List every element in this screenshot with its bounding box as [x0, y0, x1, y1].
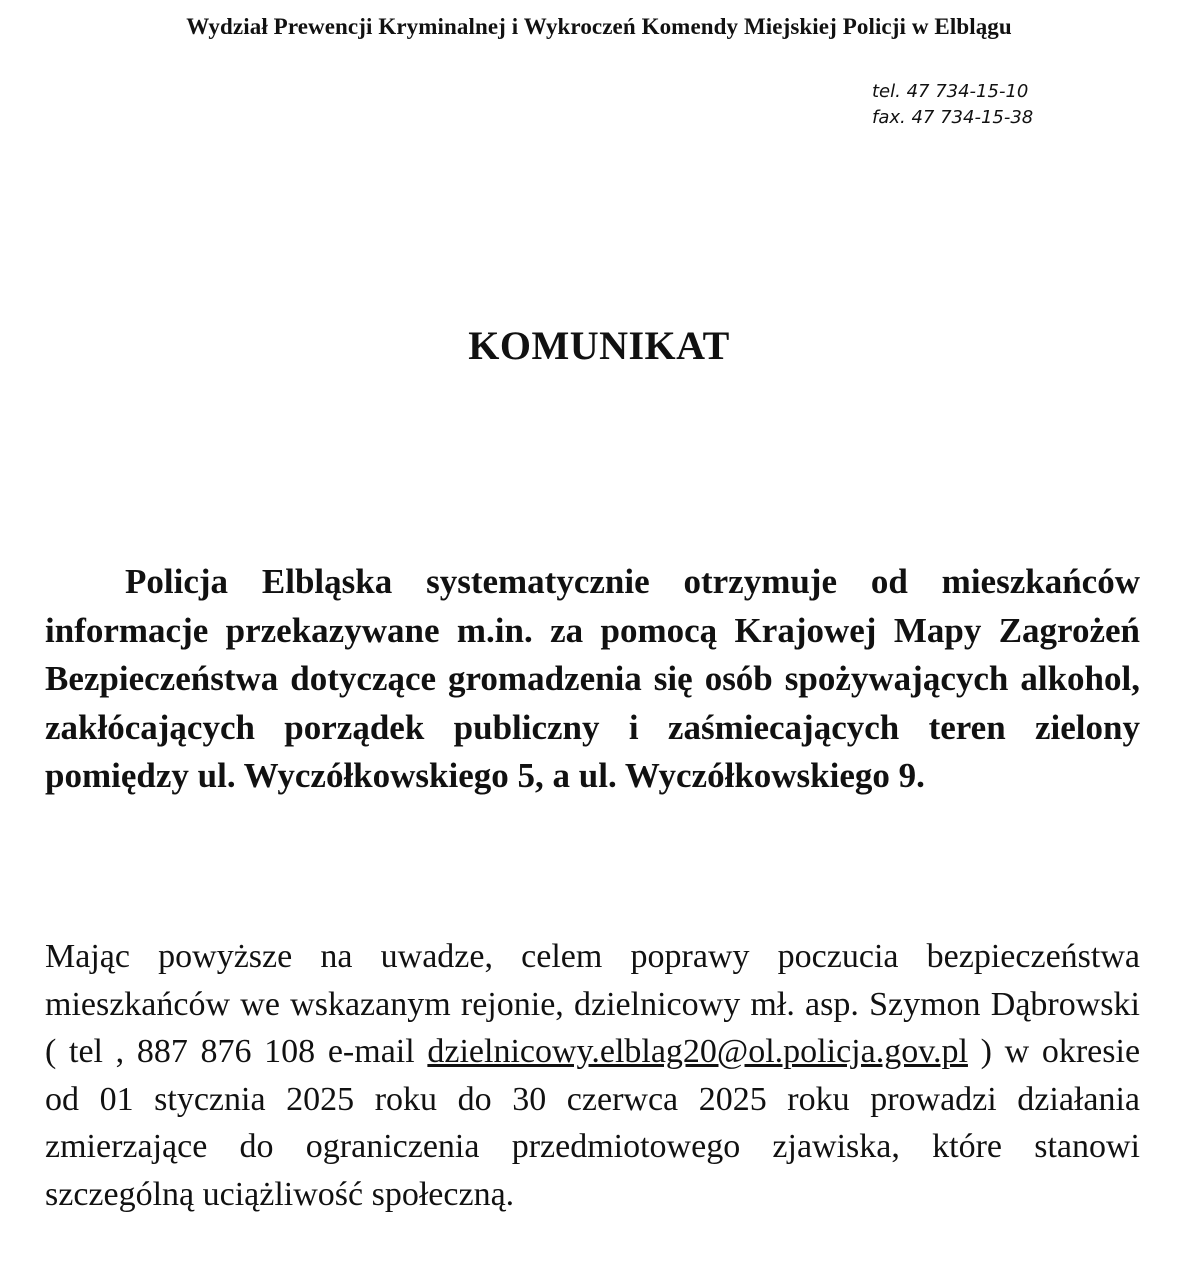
phone-number: tel. 47 734-15-10	[872, 81, 1029, 102]
contact-block	[872, 79, 1033, 131]
announcement-paragraph: Policja Elbląska systematycznie otrzymuje od mieszkańców informacje przekazywane m.in. za pomocą Krajowej Mapy Zagrożeń Bezpieczeństwa dotyczące gromadzenia się osób spożywających alkohol, zakłócających porządek publiczny i zaśmiecających teren zielony pomiędzy ul. Wyczółkowskiego 5, a ul. Wyczółkowskiego 9.	[45, 562, 1140, 795]
page-title: KOMUNIKAT	[468, 323, 730, 368]
action-period-text: ) w okresie od 01 stycznia 2025 roku do 30 czerwca 2025 roku prowadzi działania zmierzające do ograniczenia przedmiotowego zjawiska, które stanowi szczególną uciążliwość społeczną.	[45, 1033, 1141, 1213]
department-header: Wydział Prewencji Kryminalnej i Wykroczeń Komendy Miejskiej Policji w Elblągu	[186, 14, 1012, 39]
email-link[interactable]: dzielnicowy.elblag20@ol.policja.gov.pl	[427, 1033, 968, 1070]
officer-info-text: Mając powyższe na uwadze, celem poprawy poczucia bezpieczeństwa mieszkańców we wskazanym rejonie, dzielnicowy mł. asp. Szymon Dąbrowski ( tel , 887 876 108 e-mail	[45, 938, 1140, 1070]
fax-number: fax. 47 734-15-38	[872, 107, 1034, 128]
officer-info-paragraph	[45, 933, 1140, 1218]
